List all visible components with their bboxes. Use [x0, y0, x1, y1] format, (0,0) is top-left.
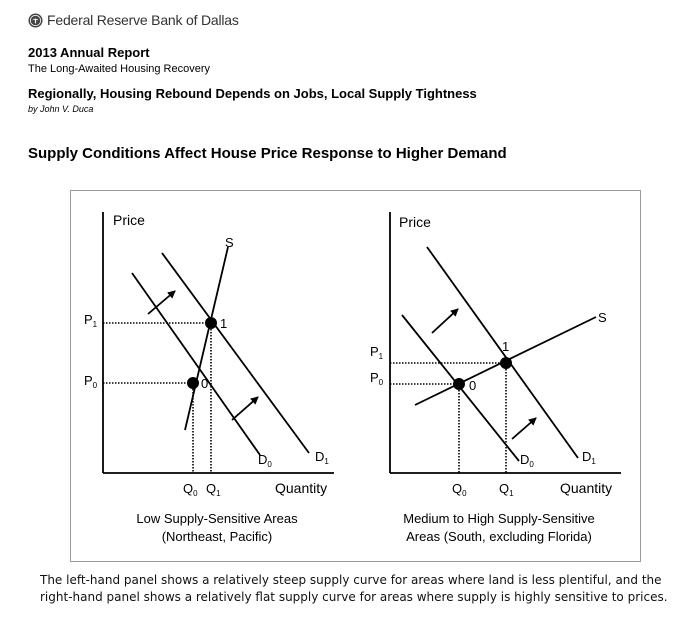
left-d1-sub: 1: [324, 457, 329, 466]
right-equilibrium-1: [500, 357, 512, 369]
federal-reserve-seal-icon: [28, 13, 43, 28]
right-p1-sub: 1: [378, 352, 384, 361]
bank-name: Federal Reserve Bank of Dallas: [47, 12, 239, 28]
right-d0-letter: D: [520, 452, 530, 467]
report-title: 2013 Annual Report: [28, 45, 150, 60]
bank-logo: [28, 12, 239, 28]
right-q0-sub: 0: [462, 489, 467, 498]
right-p0-letter: P: [370, 370, 379, 385]
byline: by John V. Duca: [28, 104, 94, 114]
figure-caption: The left-hand panel shows a relatively steep supply curve for areas where land is less plentiful, and the right-hand panel shows a relatively flat supply curve for areas where supply is highly sensitive to prices.: [40, 573, 668, 604]
right-supply-label: S: [598, 310, 607, 325]
left-equilibrium-1: [205, 317, 217, 329]
article-title: Regionally, Housing Rebound Depends on Jobs, Local Supply Tightness: [28, 86, 477, 101]
right-shift-arrow-upper: [432, 309, 458, 333]
right-eq1-label: 1: [502, 339, 510, 354]
left-p1-sub: 1: [92, 320, 98, 329]
report-subtitle: The Long-Awaited Housing Recovery: [28, 63, 211, 75]
right-equilibrium-0: [453, 378, 465, 390]
left-q1-label: [206, 481, 221, 498]
left-panel-caption-line2: (Northeast, Pacific): [161, 529, 273, 544]
report-header: [28, 12, 239, 28]
left-p0-label: [84, 373, 98, 390]
left-p0-letter: P: [84, 373, 93, 388]
right-p1-letter: P: [370, 344, 379, 359]
left-q1-sub: 1: [216, 489, 221, 498]
left-q0-letter: Q: [183, 481, 194, 496]
left-d0-sub: 0: [267, 460, 272, 469]
left-d0-label: [258, 452, 272, 469]
right-q1-label: [499, 481, 514, 498]
right-q0-label: [452, 481, 467, 498]
left-supply-curve: [185, 247, 228, 430]
left-d1-label: [315, 449, 329, 466]
right-d0-label: [520, 452, 534, 469]
right-panel: [370, 212, 621, 544]
left-demand1-curve: [162, 253, 309, 453]
right-p0-sub: 0: [378, 378, 384, 387]
left-q1-letter: Q: [206, 481, 217, 496]
supply-demand-diagrams: [70, 190, 641, 562]
right-d1-letter: D: [582, 449, 592, 464]
left-eq1-label: 1: [220, 316, 228, 331]
left-p1-label: [84, 312, 98, 329]
left-p1-letter: P: [84, 312, 93, 327]
right-d1-sub: 1: [591, 457, 596, 466]
left-supply-label: S: [225, 235, 234, 250]
left-panel-caption-line1: Low Supply-Sensitive Areas: [136, 511, 298, 526]
right-d0-sub: 0: [529, 460, 534, 469]
left-equilibrium-0: [187, 377, 199, 389]
left-y-axis-label: Price: [113, 212, 145, 228]
left-p0-sub: 0: [92, 381, 98, 390]
right-x-axis-label: Quantity: [560, 480, 613, 496]
right-panel-caption-line2: Areas (South, excluding Florida): [406, 529, 592, 544]
right-shift-arrow-lower: [512, 418, 536, 439]
right-q0-letter: Q: [452, 481, 463, 496]
right-p1-label: [370, 344, 384, 361]
left-d1-letter: D: [315, 449, 325, 464]
right-y-axis-label: Price: [399, 214, 431, 230]
right-d1-label: [582, 449, 596, 466]
right-eq0-label: 0: [469, 378, 477, 393]
left-x-axis-label: Quantity: [275, 480, 328, 496]
right-q1-letter: Q: [499, 481, 510, 496]
figure-title: Supply Conditions Affect House Price Response to Higher Demand: [28, 145, 507, 162]
left-panel: [84, 212, 334, 544]
right-q1-sub: 1: [509, 489, 514, 498]
left-d0-letter: D: [258, 452, 268, 467]
left-q0-sub: 0: [193, 489, 198, 498]
left-eq0-label: 0: [201, 376, 209, 391]
left-q0-label: [183, 481, 198, 498]
right-panel-caption-line1: Medium to High Supply-Sensitive: [403, 511, 595, 526]
right-p0-label: [370, 370, 384, 387]
left-shift-arrow-lower: [232, 397, 258, 420]
